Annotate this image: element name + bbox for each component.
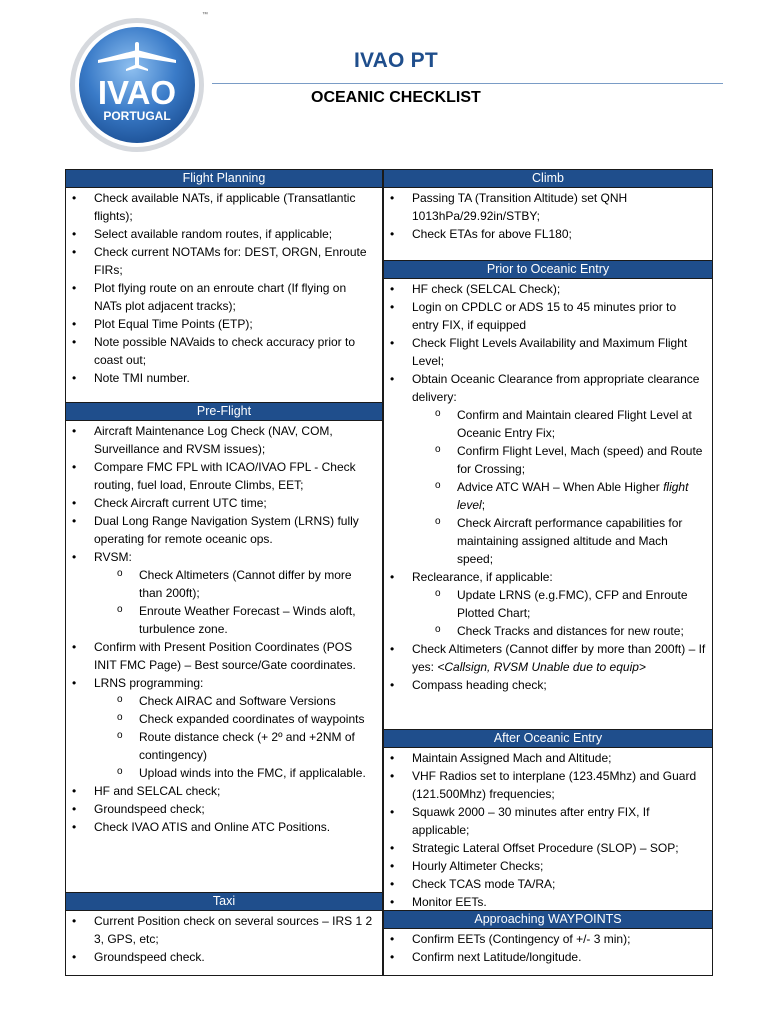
list-item: • Check available NATs, if applicable (Transatlantic flights); <box>66 189 382 225</box>
page-title: IVAO PT <box>354 49 438 72</box>
list-item: • Obtain Oceanic Clearance from appropriate clearance delivery: <box>384 370 712 406</box>
sub-list-item: o Check Aircraft performance capabilities for maintaining assigned altitude and Mach speed; <box>384 514 712 568</box>
list-item: • Check IVAO ATIS and Online ATC Positions. <box>66 818 382 836</box>
sub-list-item <box>384 478 712 514</box>
title-divider <box>212 83 723 84</box>
list-item: • Dual Long Range Navigation System (LRNS) fully operating for remote oceanic ops. <box>66 512 382 548</box>
list-item: • Check current NOTAMs for: DEST, ORGN, Enroute FIRs; <box>66 243 382 279</box>
sub-list-item: o Enroute Weather Forecast – Winds aloft, turbulence zone. <box>66 602 382 638</box>
list-item: • Note TMI number. <box>66 369 382 387</box>
list-item-text: Advice ATC WAH – When Able Higher <box>457 480 664 494</box>
sub-list-item: o Confirm and Maintain cleared Flight Level at Oceanic Entry Fix; <box>384 406 712 442</box>
list-item: • Plot Equal Time Points (ETP); <box>66 315 382 333</box>
sub-list-item: o Confirm Flight Level, Mach (speed) and Route for Crossing; <box>384 442 712 478</box>
list-item-italic-text: <Callsign, RVSM Unable due to equip> <box>437 660 646 674</box>
section-pre-flight <box>66 402 382 836</box>
sub-list-item: o Check AIRAC and Software Versions <box>66 692 382 710</box>
list-item: • Confirm with Present Position Coordinates (POS INIT FMC Page) – Best source/Gate coordinates. <box>66 638 382 674</box>
section-header: Climb <box>384 170 712 188</box>
logo-text-portugal: PORTUGAL <box>103 109 171 123</box>
list-item <box>384 640 712 676</box>
list-item: • Check ETAs for above FL180; <box>384 225 712 243</box>
sub-list-item: o Check Tracks and distances for new route; <box>384 622 712 640</box>
list-item: • Plot flying route on an enroute chart (If flying on NATs plot adjacent tracks); <box>66 279 382 315</box>
list-item: • Current Position check on several sources – IRS 1 2 3, GPS, etc; <box>66 912 382 948</box>
list-item-text: Check Altimeters (Cannot differ by more than 200ft) – If yes: <box>412 642 706 674</box>
page-subtitle: OCEANIC CHECKLIST <box>311 89 481 106</box>
right-column <box>383 169 713 976</box>
list-item: • Monitor EETs. <box>384 893 712 911</box>
list-item: • RVSM: <box>66 548 382 566</box>
list-item: • Confirm next Latitude/longitude. <box>384 948 712 966</box>
sub-list-item: o Upload winds into the FMC, if applicalable. <box>66 764 382 782</box>
list-item: • HF check (SELCAL Check); <box>384 280 712 298</box>
section-approaching-waypoints <box>384 910 712 966</box>
ivao-portugal-logo <box>68 16 206 154</box>
section-climb <box>384 170 712 243</box>
section-taxi <box>66 892 382 966</box>
section-header: Pre-Flight <box>66 402 382 421</box>
section-header: After Oceanic Entry <box>384 729 712 748</box>
list-item: • Aircraft Maintenance Log Check (NAV, COM, Surveillance and RVSM issues); <box>66 422 382 458</box>
list-item: • Squawk 2000 – 30 minutes after entry FIX, If applicable; <box>384 803 712 839</box>
sub-list-item: o Route distance check (+ 2º and +2NM of contingency) <box>66 728 382 764</box>
list-item-italic-text: flight level <box>457 480 689 512</box>
list-item: • VHF Radios set to interplane (123.45Mhz) and Guard (121.500Mhz) frequencies; <box>384 767 712 803</box>
list-item: • Check Aircraft current UTC time; <box>66 494 382 512</box>
section-header: Taxi <box>66 892 382 911</box>
section-prior-to-oceanic-entry <box>384 260 712 694</box>
section-header: Approaching WAYPOINTS <box>384 910 712 929</box>
list-item: • Groundspeed check; <box>66 800 382 818</box>
logo-text-ivao: IVAO <box>97 74 177 111</box>
sub-list-item: o Update LRNS (e.g.FMC), CFP and Enroute Plotted Chart; <box>384 586 712 622</box>
list-item: • Select available random routes, if applicable; <box>66 225 382 243</box>
list-item: • Login on CPDLC or ADS 15 to 45 minutes prior to entry FIX, if equipped <box>384 298 712 334</box>
section-header: Flight Planning <box>66 170 382 188</box>
list-item-text: ; <box>481 498 486 512</box>
list-item: • Hourly Altimeter Checks; <box>384 857 712 875</box>
sub-list-item: o Check Altimeters (Cannot differ by more than 200ft); <box>66 566 382 602</box>
list-item: • Compare FMC FPL with ICAO/IVAO FPL - Check routing, fuel load, Enroute Climbs, EET; <box>66 458 382 494</box>
list-item: • Check Flight Levels Availability and Maximum Flight Level; <box>384 334 712 370</box>
left-column <box>65 169 383 976</box>
list-item: • Confirm EETs (Contingency of +/- 3 min); <box>384 930 712 948</box>
list-item: • Groundspeed check. <box>66 948 382 966</box>
sub-list-item: o Check expanded coordinates of waypoints <box>66 710 382 728</box>
section-flight-planning <box>66 170 382 387</box>
list-item: • Note possible NAVaids to check accuracy prior to coast out; <box>66 333 382 369</box>
list-item: • Compass heading check; <box>384 676 712 694</box>
list-item: • Check TCAS mode TA/RA; <box>384 875 712 893</box>
trademark-symbol: ™ <box>202 12 208 18</box>
list-item: • Reclearance, if applicable: <box>384 568 712 586</box>
section-after-oceanic-entry <box>384 729 712 911</box>
list-item: • Strategic Lateral Offset Procedure (SLOP) – SOP; <box>384 839 712 857</box>
list-item: • Maintain Assigned Mach and Altitude; <box>384 749 712 767</box>
section-header: Prior to Oceanic Entry <box>384 260 712 279</box>
list-item: • LRNS programming: <box>66 674 382 692</box>
list-item: • Passing TA (Transition Altitude) set QNH 1013hPa/29.92in/STBY; <box>384 189 712 225</box>
list-item: • HF and SELCAL check; <box>66 782 382 800</box>
